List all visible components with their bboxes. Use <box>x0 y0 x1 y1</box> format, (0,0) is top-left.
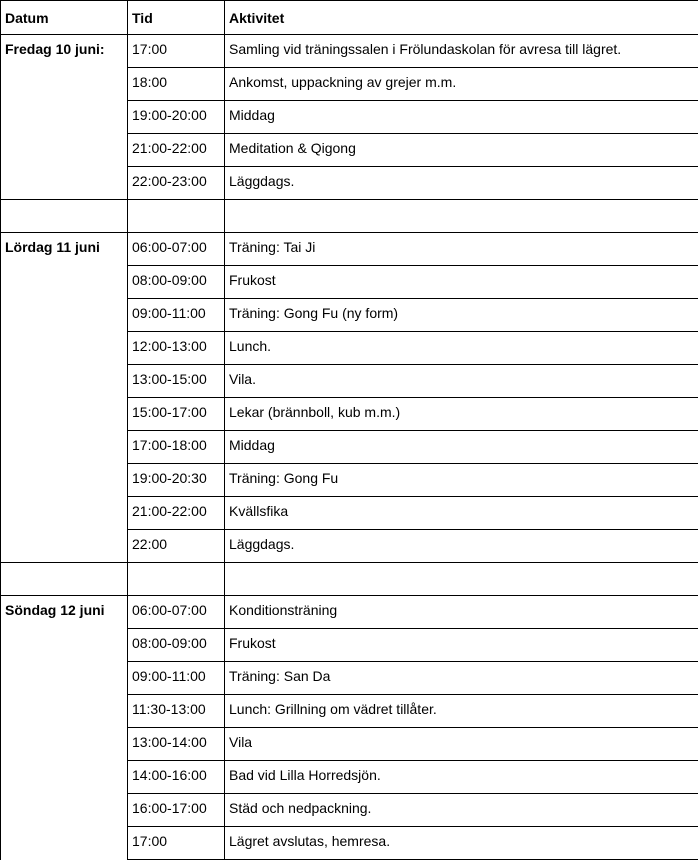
activity-cell: Kvällsfika <box>225 497 698 530</box>
day-cell-empty <box>1 530 128 563</box>
time-cell: 22:00-23:00 <box>128 167 225 200</box>
time-cell: 09:00-11:00 <box>128 299 225 332</box>
spacer-cell <box>225 563 698 596</box>
time-cell: 18:00 <box>128 68 225 101</box>
time-cell: 08:00-09:00 <box>128 629 225 662</box>
time-cell: 14:00-16:00 <box>128 761 225 794</box>
spacer-row <box>1 200 698 233</box>
header-datum: Datum <box>1 1 128 35</box>
table-row <box>1 233 698 266</box>
time-cell: 08:00-09:00 <box>128 266 225 299</box>
activity-cell: Lägret avslutas, hemresa. <box>225 827 698 860</box>
day-cell-empty <box>1 68 128 101</box>
day-cell-empty <box>1 431 128 464</box>
day-label: Söndag 12 juni <box>1 596 128 629</box>
time-cell: 17:00 <box>128 35 225 68</box>
table-row <box>1 332 698 365</box>
table-row <box>1 101 698 134</box>
activity-cell: Lekar (brännboll, kub m.m.) <box>225 398 698 431</box>
time-cell: 06:00-07:00 <box>128 233 225 266</box>
table-row <box>1 827 698 860</box>
table-row <box>1 35 698 68</box>
day-label: Lördag 11 juni <box>1 233 128 266</box>
time-cell: 12:00-13:00 <box>128 332 225 365</box>
spacer-cell <box>1 563 128 596</box>
activity-cell: Vila. <box>225 365 698 398</box>
activity-cell: Träning: Tai Ji <box>225 233 698 266</box>
table-row <box>1 695 698 728</box>
time-cell: 13:00-15:00 <box>128 365 225 398</box>
activity-cell: Konditionsträning <box>225 596 698 629</box>
header-tid: Tid <box>128 1 225 35</box>
day-cell-empty <box>1 464 128 497</box>
activity-cell: Frukost <box>225 266 698 299</box>
spacer-cell <box>1 200 128 233</box>
activity-cell: Städ och nedpackning. <box>225 794 698 827</box>
day-cell-empty <box>1 101 128 134</box>
time-cell: 21:00-22:00 <box>128 497 225 530</box>
activity-cell: Middag <box>225 101 698 134</box>
activity-cell: Lunch. <box>225 332 698 365</box>
activity-cell: Bad vid Lilla Horredsjön. <box>225 761 698 794</box>
table-row <box>1 365 698 398</box>
day-cell-empty <box>1 167 128 200</box>
table-row <box>1 497 698 530</box>
day-cell-empty <box>1 497 128 530</box>
header-aktivitet: Aktivitet <box>225 1 698 35</box>
day-cell-empty <box>1 365 128 398</box>
spacer-row <box>1 563 698 596</box>
activity-cell: Samling vid träningssalen i Frölundaskolan för avresa till lägret. <box>225 35 698 68</box>
day-cell-empty <box>1 629 128 662</box>
table-row <box>1 134 698 167</box>
table-row <box>1 794 698 827</box>
day-cell-empty <box>1 761 128 794</box>
activity-cell: Meditation & Qigong <box>225 134 698 167</box>
time-cell: 15:00-17:00 <box>128 398 225 431</box>
table-row <box>1 299 698 332</box>
table-header <box>1 1 698 35</box>
day-cell-empty <box>1 299 128 332</box>
day-cell-empty <box>1 662 128 695</box>
activity-cell: Frukost <box>225 629 698 662</box>
day-cell-empty <box>1 695 128 728</box>
day-cell-empty <box>1 728 128 761</box>
table-row <box>1 68 698 101</box>
table-row <box>1 728 698 761</box>
day-cell-empty <box>1 827 128 860</box>
day-cell-empty <box>1 332 128 365</box>
time-cell: 09:00-11:00 <box>128 662 225 695</box>
time-cell: 19:00-20:00 <box>128 101 225 134</box>
time-cell: 16:00-17:00 <box>128 794 225 827</box>
table-row <box>1 431 698 464</box>
activity-cell: Träning: San Da <box>225 662 698 695</box>
activity-cell: Lunch: Grillning om vädret tillåter. <box>225 695 698 728</box>
time-cell: 17:00 <box>128 827 225 860</box>
activity-cell: Läggdags. <box>225 167 698 200</box>
time-cell: 11:30-13:00 <box>128 695 225 728</box>
time-cell: 22:00 <box>128 530 225 563</box>
table-row <box>1 167 698 200</box>
activity-cell: Träning: Gong Fu (ny form) <box>225 299 698 332</box>
activity-cell: Läggdags. <box>225 530 698 563</box>
activity-cell: Träning: Gong Fu <box>225 464 698 497</box>
spacer-cell <box>128 563 225 596</box>
spacer-cell <box>225 200 698 233</box>
time-cell: 13:00-14:00 <box>128 728 225 761</box>
header-row <box>1 1 698 35</box>
day-cell-empty <box>1 398 128 431</box>
table-row <box>1 629 698 662</box>
time-cell: 21:00-22:00 <box>128 134 225 167</box>
activity-cell: Ankomst, uppackning av grejer m.m. <box>225 68 698 101</box>
activity-cell: Vila <box>225 728 698 761</box>
table-row <box>1 266 698 299</box>
day-cell-empty <box>1 794 128 827</box>
time-cell: 17:00-18:00 <box>128 431 225 464</box>
time-cell: 19:00-20:30 <box>128 464 225 497</box>
table-row <box>1 464 698 497</box>
day-label: Fredag 10 juni: <box>1 35 128 68</box>
table-row <box>1 662 698 695</box>
table-row <box>1 398 698 431</box>
table-row <box>1 530 698 563</box>
table-row <box>1 761 698 794</box>
day-cell-empty <box>1 134 128 167</box>
day-cell-empty <box>1 266 128 299</box>
table-row <box>1 596 698 629</box>
activity-cell: Middag <box>225 431 698 464</box>
table-body <box>1 35 698 860</box>
spacer-cell <box>128 200 225 233</box>
time-cell: 06:00-07:00 <box>128 596 225 629</box>
